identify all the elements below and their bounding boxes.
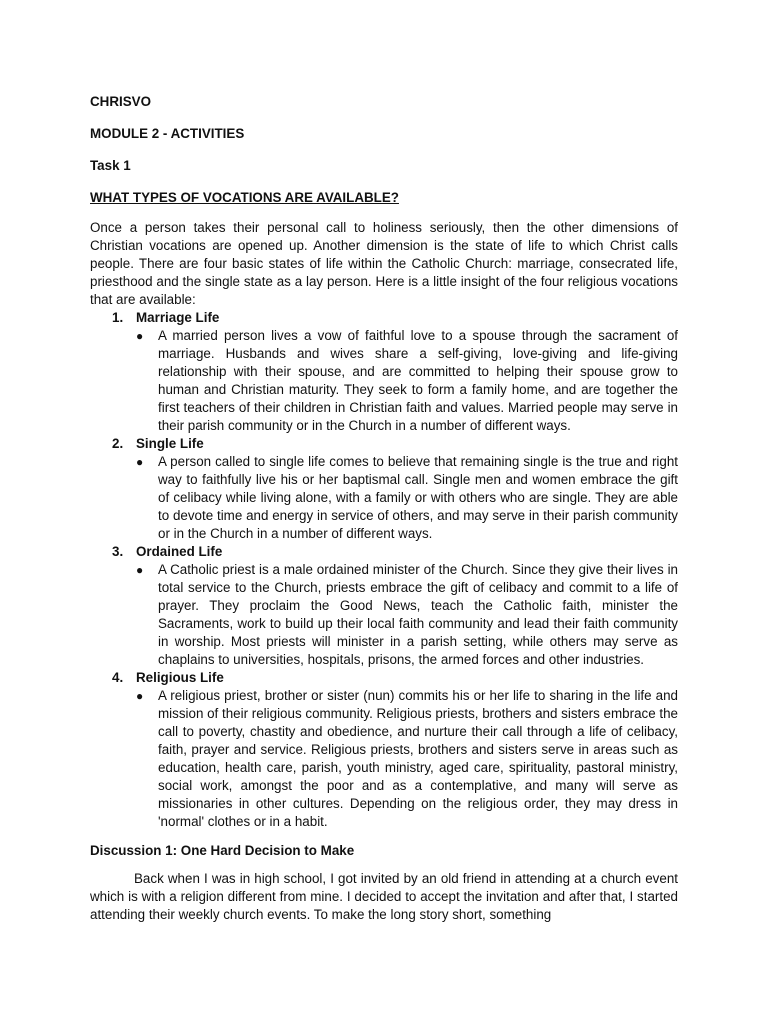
vocation-title: Ordained Life [136,544,223,559]
discussion-title: Discussion 1: One Hard Decision to Make [90,843,355,858]
vocation-description: A religious priest, brother or sister (nun) commits his or her life to sharing in the life and mission of their religious community. Religious priests, brothers and sisters embrace the call to poverty, chastity and obedience, and nurture their call through a life of celibacy, faith, prayer and service. Religious priests, brothers and sisters serve in areas such as education, health care, parish, youth ministry, aged care, spirituality, pastoral ministry, social work, amongst the poor and as a contemplative, and many will serve as missionaries in other cultures. Depending on the religious order, they may dress in 'normal' clothes or in a habit. [158,688,678,829]
section-question: WHAT TYPES OF VOCATIONS ARE AVAILABLE? [90,190,399,205]
bullet-icon: ● [136,563,144,577]
vocation-item [90,543,678,669]
discussion-paragraph: Back when I was in high school, I got invited by an old friend in attending at a church event which is with a religion different from mine. I decided to accept the invitation and after that, I started attending their weekly church events. To make the long story short, something [90,871,678,922]
bullet-icon: ● [136,689,144,703]
vocation-description: A married person lives a vow of faithful love to a spouse through the sacrament of marriage. Husbands and wives share a self-giving, love-giving and life-giving relationship with their spouse, and are committed to helping their spouse grow to human and Christian maturity. They seek to form a family home, and are together the first teachers of their children in Christian faith and values. Married people may serve in their parish community or in the Church in a number of different ways. [158,328,678,433]
bullet-icon: ● [136,329,144,343]
vocation-description: A person called to single life comes to believe that remaining single is the true and right way to faithfully live his or her baptismal call. Single men and women embrace the gift of celibacy while living alone, with a family or with others who are single. They are able to devote time and energy in service of others, and may serve in their parish community or in the Church in a number of different ways. [158,454,678,541]
document-content [90,94,678,924]
vocation-item [90,435,678,543]
vocation-item [90,669,678,831]
module-title: MODULE 2 - ACTIVITIES [90,126,245,141]
vocation-title: Single Life [136,436,204,451]
bullet-icon: ● [136,455,144,469]
vocation-number: 1. [112,310,124,325]
vocation-number: 4. [112,670,124,685]
course-code: CHRISVO [90,94,152,109]
vocation-title: Religious Life [136,670,224,685]
vocation-description: A Catholic priest is a male ordained minister of the Church. Since they give their lives in total service to the Church, priests embrace the gift of celibacy and commit to a life of prayer. They proclaim the Good News, teach the Catholic faith, minister the Sacraments, work to build up their local faith community and lead their faith community in worship. Most priests will minister in a parish setting, while others may serve as chaplains to universities, hospitals, prisons, the armed forces and other industries. [158,562,678,667]
vocation-item [90,309,678,435]
vocation-number: 2. [112,436,124,451]
vocations-list [90,309,678,831]
task-title: Task 1 [90,158,131,173]
vocation-number: 3. [112,544,124,559]
intro-paragraph: Once a person takes their personal call to holiness seriously, then the other dimensions of Christian vocations are opened up. Another dimension is the state of life to which Christ calls people. There are four basic states of life within the Catholic Church: marriage, consecrated life, priesthood and the single state as a lay person. Here is a little insight of the four religious vocations that are available: [90,220,678,307]
vocation-title: Marriage Life [136,310,220,325]
